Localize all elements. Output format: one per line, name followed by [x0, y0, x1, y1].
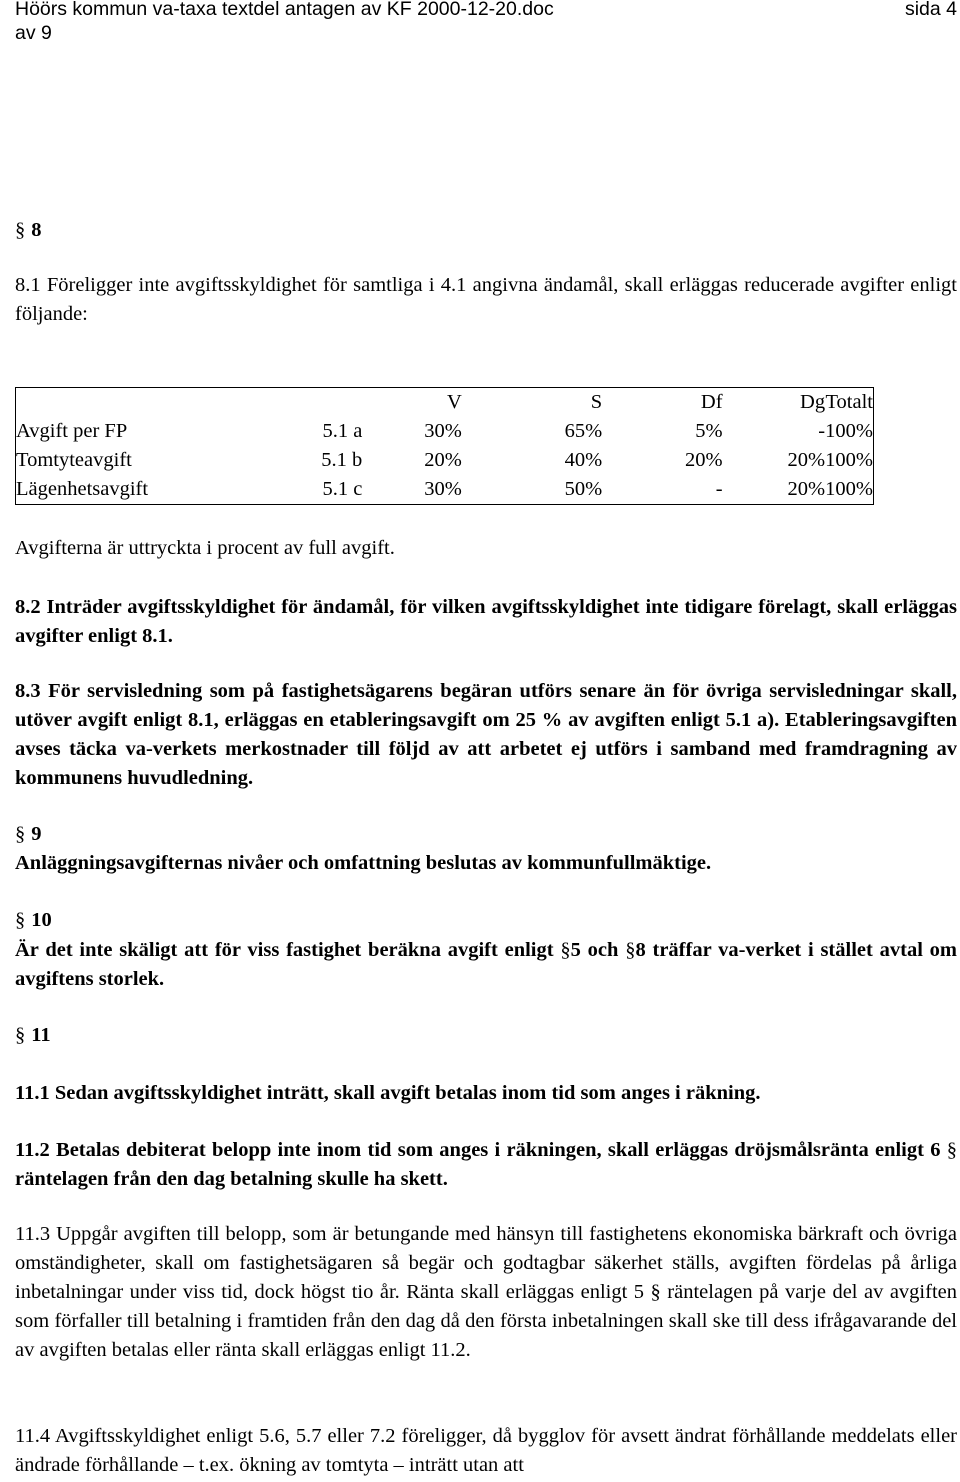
table-cell: 20% — [684, 449, 723, 471]
paragraph-text: räntelagen på varje del av avgiften som förfaller till betalning i framtiden från den dag då den första inbetalningen skall ske till dess ifrågavarande del av avgiften betalas eller ränta skall erläggas enligt 11.2. — [15, 1281, 957, 1361]
paragraph-11-3 — [15, 1220, 957, 1365]
paragraph-11-1: 11.1 Sedan avgiftsskyldighet inträtt, skall avgift betalas inom tid som anges i räkning. — [15, 1082, 761, 1104]
document-header — [15, 0, 957, 45]
paragraph-8-3: 8.3 För servisledning som på fastighetsägarens begäran utförs senare än för övriga servisledningar skall, utöver avgift enligt 8.1, erläggas en etableringsavgift om 25 % av avgiften enligt 5.1 a). Etableringsavgiften avses täcka va-verkets merkostnader till följd av att arbetet ej utförs i samband med framdragning av kommunens huvudledning. — [15, 680, 957, 789]
table-header-cell — [16, 388, 263, 418]
paragraph-11-4: 11.4 Avgiftsskyldighet enligt 5.6, 5.7 eller 7.2 föreligger, då bygglov för avsett ändrat förhållande meddelats eller ändrade förhållande – t.ex. ökning av tomtyta – inträtt utan att — [15, 1425, 957, 1476]
table-header-cell: V — [447, 391, 462, 413]
paragraph-text: 11.3 Uppgår avgiften till belopp, som är betungande med hänsyn till fastighetens ekonomiska bärkraft och övriga omständigheter, skall om fastighetsägaren så begär och godtagbar säkerhet ställs, avgiften fördelas på årliga inbetalningar under viss tid, dock högst tio år. Ränta skall erläggas enligt 5 — [15, 1223, 957, 1303]
table-header-cell: Dg — [800, 391, 826, 413]
table-row — [16, 446, 874, 475]
document-title: Höörs kommun va-taxa textdel antagen av KF 2000-12-20.doc — [15, 0, 554, 20]
section-number: 11 — [31, 1024, 51, 1046]
section-sign: § — [560, 939, 571, 961]
section-sign: § — [650, 1281, 661, 1303]
table-cell: 100% — [825, 449, 873, 471]
paragraph-9: Anläggningsavgifternas nivåer och omfattning beslutas av kommunfullmäktige. — [15, 852, 712, 874]
table-cell: 20% — [787, 449, 826, 471]
section-10-heading — [15, 906, 957, 935]
table-cell: - — [818, 420, 826, 442]
paragraph-text: 11.2 Betalas debiterat belopp inte inom tid som anges i räkningen, skall erläggas dröjsmålsränta enligt 6 — [15, 1139, 947, 1161]
table-header-cell — [263, 388, 363, 418]
table-cell: Avgift per FP — [16, 420, 128, 442]
table-cell: - — [715, 478, 723, 500]
paragraph-text: Är det inte skäligt att för viss fastighet beräkna avgift enligt — [15, 939, 561, 961]
table-cell: Tomtyteavgift — [16, 449, 132, 471]
paragraph-11-2 — [15, 1136, 957, 1194]
table-row — [16, 417, 874, 446]
table-header-cell: Totalt — [825, 391, 873, 413]
table-cell: 5% — [695, 420, 723, 442]
fee-table — [15, 387, 874, 505]
section-sign: § — [15, 909, 26, 931]
table-note: Avgifterna är uttryckta i procent av full avgift. — [15, 537, 395, 559]
paragraph-10 — [15, 936, 957, 994]
section-sign: § — [946, 1139, 957, 1161]
paragraph-text: räntelagen från den dag betalning skulle ha skett. — [15, 1168, 448, 1190]
table-cell: Lägenhetsavgift — [16, 478, 149, 500]
paragraph-text: 5 och — [570, 939, 626, 961]
table-header-row — [16, 388, 874, 418]
table-cell: 50% — [564, 478, 603, 500]
page-count: av 9 — [15, 22, 52, 44]
page-number: sida 4 — [904, 0, 957, 20]
section-number: 8 — [31, 219, 42, 241]
paragraph-text: 8 träffar va-verket i stället avtal om avgiftens storlek. — [15, 939, 957, 990]
section-9-heading — [15, 820, 957, 849]
table-cell: 40% — [564, 449, 603, 471]
table-cell: 20% — [787, 478, 826, 500]
section-number: 9 — [31, 823, 42, 845]
table-cell: 5.1 b — [321, 449, 363, 471]
table-cell: 5.1 a — [322, 420, 363, 442]
section-sign: § — [625, 939, 636, 961]
section-8-heading — [15, 216, 957, 245]
table-cell: 100% — [825, 478, 873, 500]
section-sign: § — [15, 219, 26, 241]
paragraph-8-1: 8.1 Föreligger inte avgiftsskyldighet för samtliga i 4.1 angivna ändamål, skall erläggas reducerade avgifter enligt följande: — [15, 274, 957, 325]
table-cell: 20% — [424, 449, 462, 471]
table-cell: 5.1 c — [322, 478, 363, 500]
paragraph-8-2: 8.2 Inträder avgiftsskyldighet för ändamål, för vilken avgiftsskyldighet inte tidigare förelagt, skall erläggas avgifter enligt 8.1. — [15, 596, 957, 647]
section-sign: § — [15, 1024, 26, 1046]
table-cell: 65% — [564, 420, 603, 442]
table-cell: 30% — [424, 478, 462, 500]
section-number: 10 — [31, 909, 52, 931]
table-cell: 100% — [825, 420, 873, 442]
section-sign: § — [15, 823, 26, 845]
table-row — [16, 475, 874, 505]
table-header-cell: Df — [700, 391, 723, 413]
table-header-cell: S — [590, 391, 603, 413]
table-cell: 30% — [424, 420, 462, 442]
section-11-heading — [15, 1021, 957, 1050]
